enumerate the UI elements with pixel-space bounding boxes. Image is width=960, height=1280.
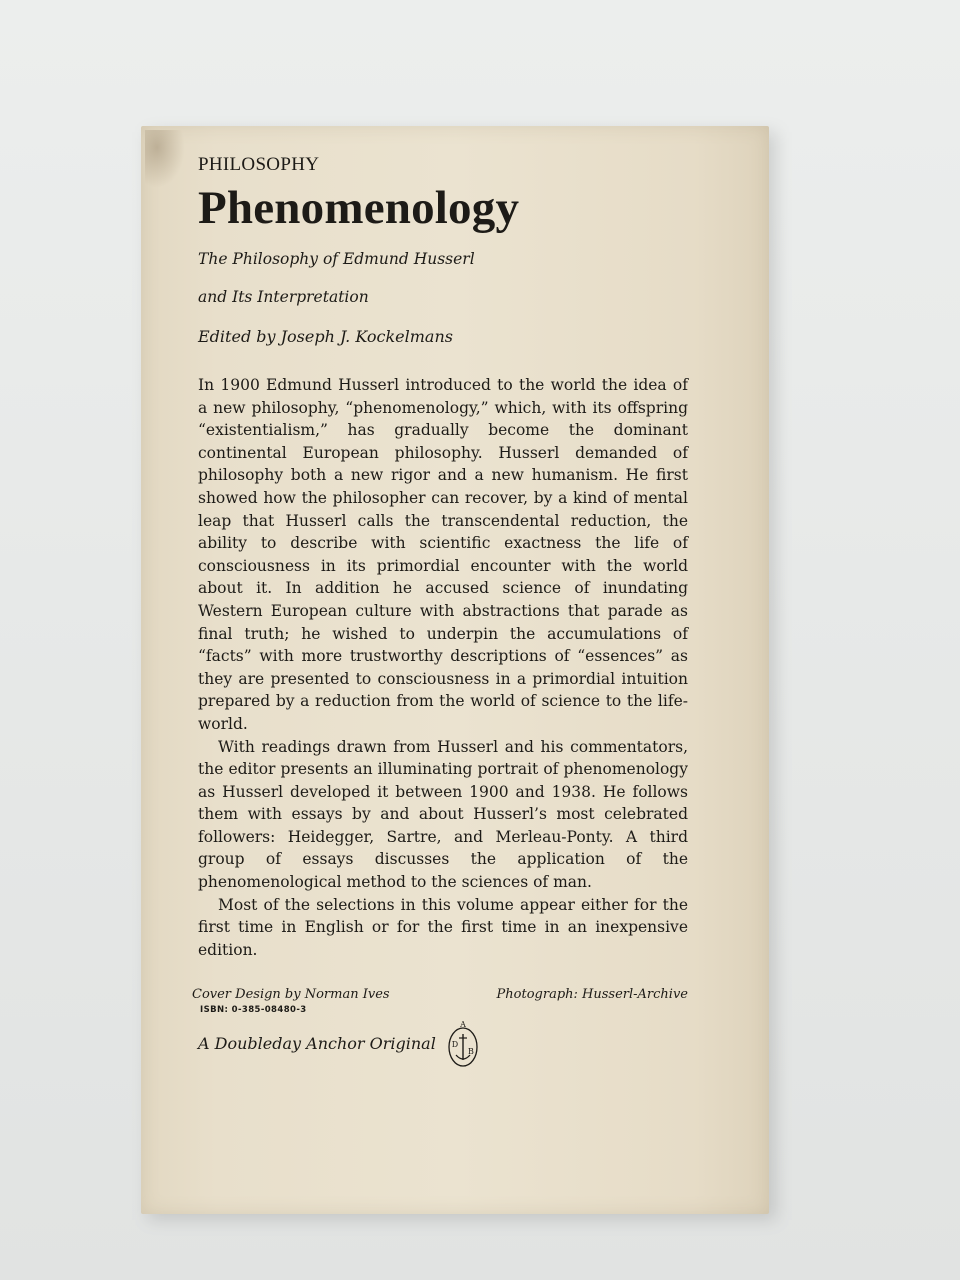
blurb xyxy=(198,374,688,961)
logo-letter-right: B xyxy=(467,1047,474,1057)
logo-letter-left: D xyxy=(451,1040,459,1050)
isbn: ISBN: 0-385-08480-3 xyxy=(200,1005,307,1016)
anchor-icon xyxy=(446,1017,480,1069)
book-back-cover xyxy=(141,126,769,1214)
category-label: PHILOSOPHY xyxy=(198,154,320,175)
subtitle-line-2: and Its Interpretation xyxy=(198,288,369,306)
publisher-row xyxy=(198,1017,688,1069)
publisher-line: A Doubleday Anchor Original xyxy=(198,1033,436,1053)
blurb-paragraph-3: Most of the selections in this volume appear either for the first time in English or for the first time in an inexpensive edition. xyxy=(198,895,688,959)
cover-content xyxy=(192,154,688,1069)
book-title: Phenomenology xyxy=(198,182,520,234)
cover-design-credit: Cover Design by Norman Ives xyxy=(192,987,390,1003)
photograph-credit: Photograph: Husserl-Archive xyxy=(496,987,688,1003)
blurb-paragraph-1: In 1900 Edmund Husserl introduced to the world the idea of a new philosophy, “phenomenology,” which, with its offspring “existentialism,” has gradually become the dominant continental European philosophy. Husserl demanded of philosophy both a new rigor and a new humanism. He first showed how the philosopher can recover, by a kind of mental leap that Husserl calls the transcendental reduction, the ability to describe with scientific exactness the life of consciousness in its primordial encounter with the world about it. In addition he accused science of inundating Western European culture with abstractions that parade as final truth; he wished to underpin the accumulations of “facts” with more trustworthy descriptions of “essences” as they are presented to consciousness in a primordial intuition prepared by a reduction from the world of science to the life-world. xyxy=(198,376,688,733)
blurb-paragraph-2: With readings drawn from Husserl and his commentators, the editor presents an illuminating portrait of phenomenology as Husserl developed it between 1900 and 1938. He follows them with essays by and about Husserl’s most celebrated followers: Heidegger, Sartre, and Merleau-Ponty. A third group of essays discusses the application of the phenomenological method to the sciences of man. xyxy=(198,737,688,892)
credits-row xyxy=(192,987,688,1002)
editor-credit: Edited by Joseph J. Kockelmans xyxy=(198,327,453,346)
corner-wear xyxy=(145,130,185,188)
logo-letter-top: A xyxy=(459,1020,466,1030)
subtitle-line-1: The Philosophy of Edmund Husserl xyxy=(198,250,475,268)
